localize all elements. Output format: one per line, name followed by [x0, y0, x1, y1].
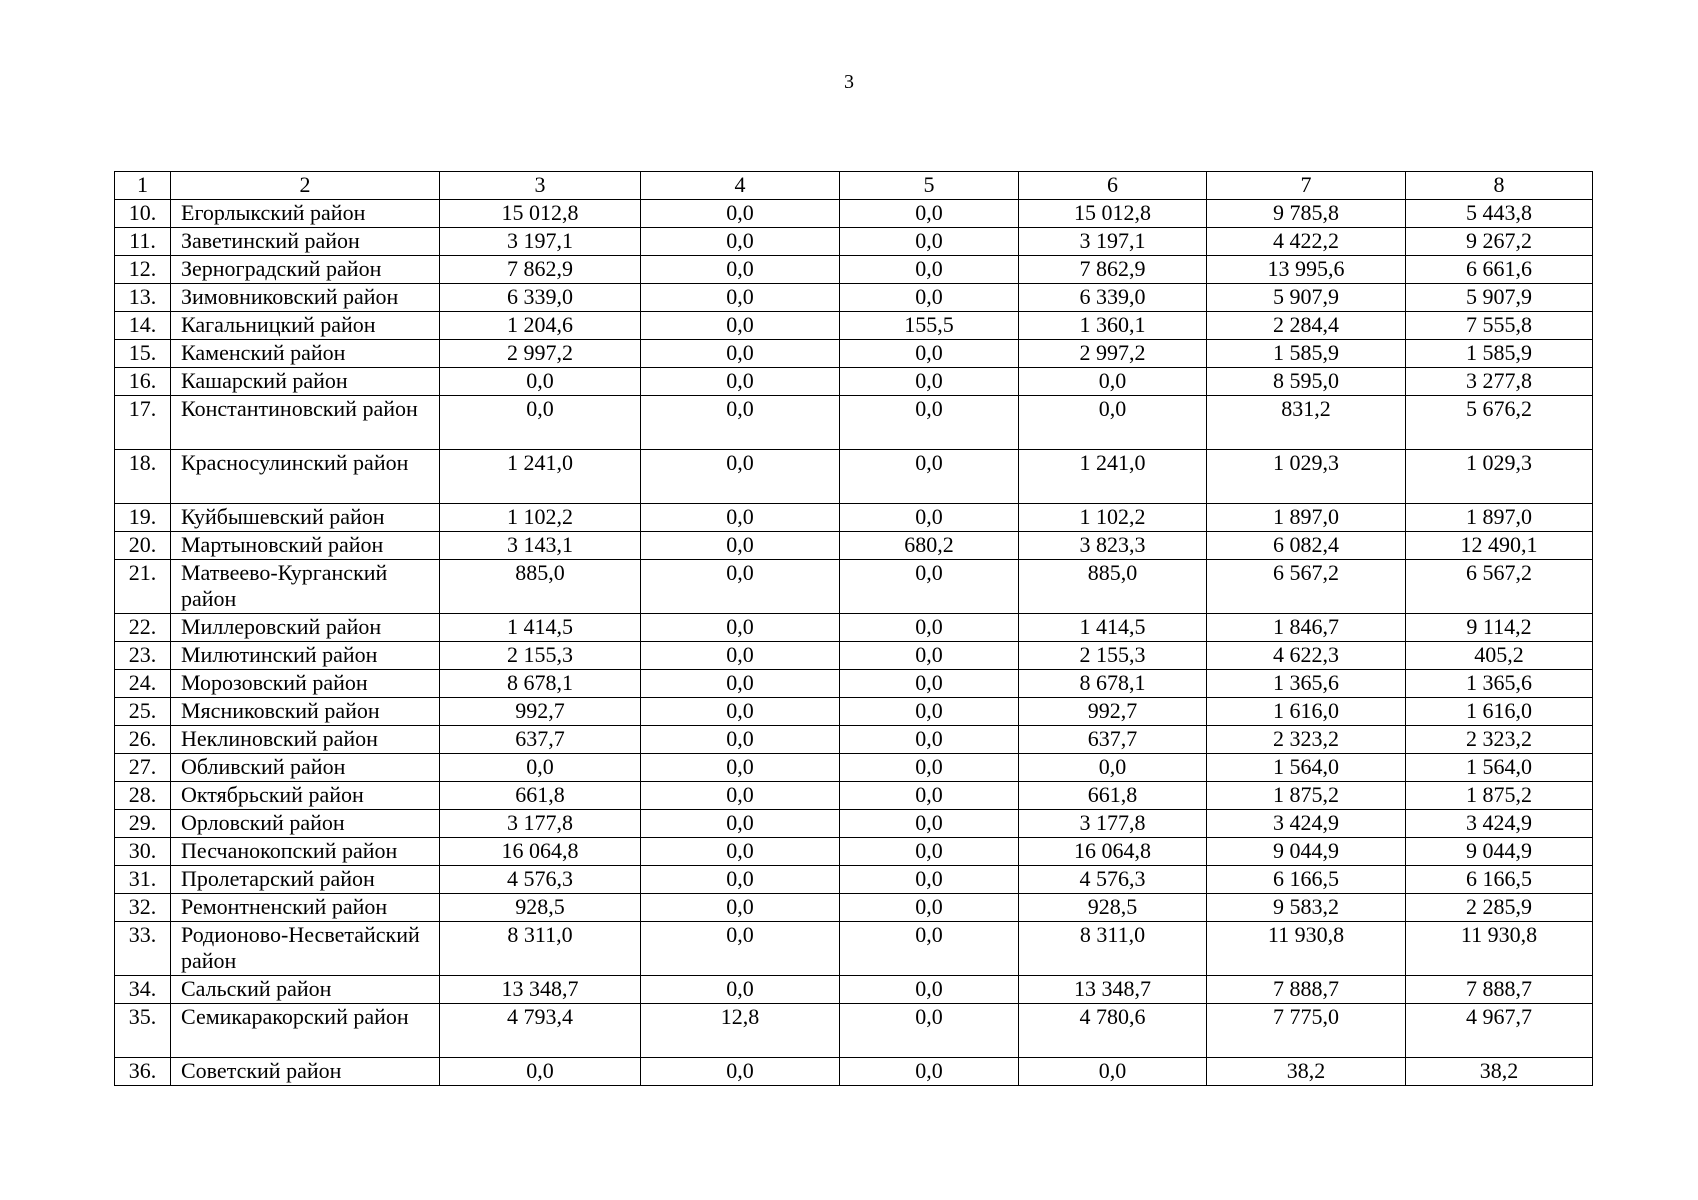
value-cell-col3: 7 862,9 — [440, 256, 641, 284]
value-cell-col5: 0,0 — [840, 450, 1019, 504]
value-cell-col8: 11 930,8 — [1406, 922, 1593, 976]
row-number-cell: 33. — [115, 922, 171, 976]
row-number-cell: 27. — [115, 754, 171, 782]
value-cell-col6: 8 311,0 — [1019, 922, 1207, 976]
value-cell-col4: 0,0 — [641, 560, 840, 614]
value-cell-col4: 0,0 — [641, 754, 840, 782]
table-row — [115, 614, 1593, 642]
row-number-cell: 26. — [115, 726, 171, 754]
value-cell-col7: 7 775,0 — [1207, 1004, 1406, 1058]
value-cell-col3: 0,0 — [440, 368, 641, 396]
value-cell-col7: 2 284,4 — [1207, 312, 1406, 340]
value-cell-col3: 661,8 — [440, 782, 641, 810]
table-row — [115, 754, 1593, 782]
table-row — [115, 228, 1593, 256]
value-cell-col3: 2 997,2 — [440, 340, 641, 368]
header-cell: 6 — [1019, 172, 1207, 200]
value-cell-col8: 1 897,0 — [1406, 504, 1593, 532]
table-row — [115, 642, 1593, 670]
row-number-cell: 14. — [115, 312, 171, 340]
value-cell-col8: 12 490,1 — [1406, 532, 1593, 560]
value-cell-col8: 9 044,9 — [1406, 838, 1593, 866]
table-row — [115, 810, 1593, 838]
value-cell-col7: 1 846,7 — [1207, 614, 1406, 642]
value-cell-col5: 0,0 — [840, 754, 1019, 782]
value-cell-col5: 0,0 — [840, 838, 1019, 866]
value-cell-col3: 4 576,3 — [440, 866, 641, 894]
value-cell-col5: 0,0 — [840, 560, 1019, 614]
value-cell-col6: 2 997,2 — [1019, 340, 1207, 368]
value-cell-col8: 1 616,0 — [1406, 698, 1593, 726]
value-cell-col7: 38,2 — [1207, 1058, 1406, 1086]
table-row — [115, 368, 1593, 396]
value-cell-col4: 0,0 — [641, 838, 840, 866]
table-row — [115, 838, 1593, 866]
value-cell-col7: 2 323,2 — [1207, 726, 1406, 754]
value-cell-col8: 1 585,9 — [1406, 340, 1593, 368]
value-cell-col4: 0,0 — [641, 450, 840, 504]
row-number-cell: 18. — [115, 450, 171, 504]
value-cell-col8: 6 661,6 — [1406, 256, 1593, 284]
header-cell: 7 — [1207, 172, 1406, 200]
value-cell-col5: 0,0 — [840, 1058, 1019, 1086]
value-cell-col3: 1 204,6 — [440, 312, 641, 340]
value-cell-col4: 0,0 — [641, 532, 840, 560]
row-number-cell: 17. — [115, 396, 171, 450]
district-name-cell: Красносулинский район — [171, 450, 440, 504]
value-cell-col8: 1 564,0 — [1406, 754, 1593, 782]
value-cell-col4: 0,0 — [641, 894, 840, 922]
row-number-cell: 13. — [115, 284, 171, 312]
value-cell-col5: 0,0 — [840, 368, 1019, 396]
district-name-cell: Октябрьский район — [171, 782, 440, 810]
value-cell-col6: 3 823,3 — [1019, 532, 1207, 560]
value-cell-col5: 680,2 — [840, 532, 1019, 560]
value-cell-col7: 9 583,2 — [1207, 894, 1406, 922]
row-number-cell: 20. — [115, 532, 171, 560]
district-name-cell: Сальский район — [171, 976, 440, 1004]
table-row — [115, 670, 1593, 698]
table-row — [115, 1004, 1593, 1058]
value-cell-col4: 0,0 — [641, 312, 840, 340]
value-cell-col8: 5 443,8 — [1406, 200, 1593, 228]
page-number: 3 — [844, 71, 854, 93]
value-cell-col5: 0,0 — [840, 614, 1019, 642]
value-cell-col5: 155,5 — [840, 312, 1019, 340]
data-table — [114, 171, 1593, 1086]
value-cell-col5: 0,0 — [840, 726, 1019, 754]
table-row — [115, 976, 1593, 1004]
district-name-cell: Зимовниковский район — [171, 284, 440, 312]
value-cell-col4: 0,0 — [641, 284, 840, 312]
value-cell-col8: 4 967,7 — [1406, 1004, 1593, 1058]
district-name-cell: Мартыновский район — [171, 532, 440, 560]
row-number-cell: 21. — [115, 560, 171, 614]
value-cell-col4: 0,0 — [641, 726, 840, 754]
row-number-cell: 30. — [115, 838, 171, 866]
value-cell-col8: 5 907,9 — [1406, 284, 1593, 312]
value-cell-col3: 992,7 — [440, 698, 641, 726]
value-cell-col8: 1 029,3 — [1406, 450, 1593, 504]
value-cell-col8: 3 277,8 — [1406, 368, 1593, 396]
value-cell-col3: 637,7 — [440, 726, 641, 754]
row-number-cell: 22. — [115, 614, 171, 642]
table-row — [115, 504, 1593, 532]
value-cell-col7: 7 888,7 — [1207, 976, 1406, 1004]
value-cell-col4: 0,0 — [641, 922, 840, 976]
value-cell-col3: 13 348,7 — [440, 976, 641, 1004]
value-cell-col6: 7 862,9 — [1019, 256, 1207, 284]
district-name-cell: Заветинский район — [171, 228, 440, 256]
district-name-cell: Песчанокопский район — [171, 838, 440, 866]
value-cell-col8: 9 267,2 — [1406, 228, 1593, 256]
value-cell-col5: 0,0 — [840, 396, 1019, 450]
value-cell-col6: 0,0 — [1019, 754, 1207, 782]
value-cell-col3: 3 143,1 — [440, 532, 641, 560]
table-row — [115, 782, 1593, 810]
row-number-cell: 15. — [115, 340, 171, 368]
value-cell-col4: 0,0 — [641, 866, 840, 894]
value-cell-col4: 0,0 — [641, 698, 840, 726]
value-cell-col8: 3 424,9 — [1406, 810, 1593, 838]
value-cell-col3: 8 678,1 — [440, 670, 641, 698]
value-cell-col6: 3 197,1 — [1019, 228, 1207, 256]
value-cell-col6: 661,8 — [1019, 782, 1207, 810]
value-cell-col4: 0,0 — [641, 228, 840, 256]
value-cell-col4: 0,0 — [641, 782, 840, 810]
value-cell-col4: 0,0 — [641, 976, 840, 1004]
value-cell-col6: 0,0 — [1019, 1058, 1207, 1086]
value-cell-col4: 12,8 — [641, 1004, 840, 1058]
district-name-cell: Зерноградский район — [171, 256, 440, 284]
table-row — [115, 866, 1593, 894]
district-name-cell: Миллеровский район — [171, 614, 440, 642]
table-row — [115, 396, 1593, 450]
value-cell-col7: 11 930,8 — [1207, 922, 1406, 976]
value-cell-col8: 7 888,7 — [1406, 976, 1593, 1004]
value-cell-col7: 8 595,0 — [1207, 368, 1406, 396]
value-cell-col5: 0,0 — [840, 698, 1019, 726]
value-cell-col8: 405,2 — [1406, 642, 1593, 670]
value-cell-col7: 6 082,4 — [1207, 532, 1406, 560]
value-cell-col6: 6 339,0 — [1019, 284, 1207, 312]
value-cell-col7: 1 564,0 — [1207, 754, 1406, 782]
value-cell-col3: 1 241,0 — [440, 450, 641, 504]
value-cell-col6: 928,5 — [1019, 894, 1207, 922]
value-cell-col8: 2 323,2 — [1406, 726, 1593, 754]
row-number-cell: 12. — [115, 256, 171, 284]
value-cell-col7: 1 616,0 — [1207, 698, 1406, 726]
header-cell: 3 — [440, 172, 641, 200]
table-row — [115, 894, 1593, 922]
value-cell-col5: 0,0 — [840, 894, 1019, 922]
value-cell-col6: 13 348,7 — [1019, 976, 1207, 1004]
value-cell-col6: 637,7 — [1019, 726, 1207, 754]
row-number-cell: 35. — [115, 1004, 171, 1058]
value-cell-col3: 8 311,0 — [440, 922, 641, 976]
value-cell-col5: 0,0 — [840, 782, 1019, 810]
value-cell-col7: 1 897,0 — [1207, 504, 1406, 532]
value-cell-col4: 0,0 — [641, 256, 840, 284]
row-number-cell: 11. — [115, 228, 171, 256]
table-row — [115, 532, 1593, 560]
value-cell-col6: 0,0 — [1019, 396, 1207, 450]
value-cell-col7: 4 422,2 — [1207, 228, 1406, 256]
value-cell-col6: 1 102,2 — [1019, 504, 1207, 532]
value-cell-col7: 6 567,2 — [1207, 560, 1406, 614]
value-cell-col5: 0,0 — [840, 810, 1019, 838]
district-name-cell: Морозовский район — [171, 670, 440, 698]
value-cell-col8: 6 567,2 — [1406, 560, 1593, 614]
value-cell-col8: 1 365,6 — [1406, 670, 1593, 698]
table-row — [115, 726, 1593, 754]
table-header-row — [115, 172, 1593, 200]
value-cell-col4: 0,0 — [641, 368, 840, 396]
header-cell: 4 — [641, 172, 840, 200]
value-cell-col7: 3 424,9 — [1207, 810, 1406, 838]
district-name-cell: Кашарский район — [171, 368, 440, 396]
value-cell-col3: 885,0 — [440, 560, 641, 614]
district-name-cell: Мясниковский район — [171, 698, 440, 726]
row-number-cell: 16. — [115, 368, 171, 396]
value-cell-col6: 2 155,3 — [1019, 642, 1207, 670]
value-cell-col5: 0,0 — [840, 642, 1019, 670]
district-name-cell: Ремонтненский район — [171, 894, 440, 922]
value-cell-col4: 0,0 — [641, 810, 840, 838]
row-number-cell: 28. — [115, 782, 171, 810]
table-row — [115, 256, 1593, 284]
value-cell-col6: 1 241,0 — [1019, 450, 1207, 504]
row-number-cell: 34. — [115, 976, 171, 1004]
value-cell-col3: 0,0 — [440, 396, 641, 450]
value-cell-col3: 15 012,8 — [440, 200, 641, 228]
value-cell-col8: 6 166,5 — [1406, 866, 1593, 894]
district-name-cell: Милютинский район — [171, 642, 440, 670]
row-number-cell: 24. — [115, 670, 171, 698]
value-cell-col6: 16 064,8 — [1019, 838, 1207, 866]
header-cell: 2 — [171, 172, 440, 200]
value-cell-col3: 0,0 — [440, 754, 641, 782]
row-number-cell: 29. — [115, 810, 171, 838]
value-cell-col5: 0,0 — [840, 200, 1019, 228]
value-cell-col7: 1 875,2 — [1207, 782, 1406, 810]
value-cell-col4: 0,0 — [641, 670, 840, 698]
header-cell: 8 — [1406, 172, 1593, 200]
value-cell-col5: 0,0 — [840, 284, 1019, 312]
value-cell-col8: 2 285,9 — [1406, 894, 1593, 922]
district-name-cell: Родионово-Несветайский район — [171, 922, 440, 976]
value-cell-col5: 0,0 — [840, 504, 1019, 532]
table-row — [115, 312, 1593, 340]
value-cell-col7: 9 785,8 — [1207, 200, 1406, 228]
value-cell-col7: 13 995,6 — [1207, 256, 1406, 284]
value-cell-col7: 1 029,3 — [1207, 450, 1406, 504]
value-cell-col7: 1 585,9 — [1207, 340, 1406, 368]
value-cell-col7: 9 044,9 — [1207, 838, 1406, 866]
value-cell-col7: 5 907,9 — [1207, 284, 1406, 312]
district-name-cell: Орловский район — [171, 810, 440, 838]
value-cell-col6: 885,0 — [1019, 560, 1207, 614]
value-cell-col8: 9 114,2 — [1406, 614, 1593, 642]
district-name-cell: Матвеево-Курганский район — [171, 560, 440, 614]
value-cell-col5: 0,0 — [840, 228, 1019, 256]
row-number-cell: 25. — [115, 698, 171, 726]
value-cell-col3: 2 155,3 — [440, 642, 641, 670]
table-row — [115, 200, 1593, 228]
value-cell-col8: 7 555,8 — [1406, 312, 1593, 340]
value-cell-col4: 0,0 — [641, 340, 840, 368]
district-name-cell: Семикаракорский район — [171, 1004, 440, 1058]
value-cell-col8: 38,2 — [1406, 1058, 1593, 1086]
value-cell-col5: 0,0 — [840, 256, 1019, 284]
value-cell-col4: 0,0 — [641, 200, 840, 228]
value-cell-col5: 0,0 — [840, 976, 1019, 1004]
value-cell-col5: 0,0 — [840, 922, 1019, 976]
value-cell-col6: 4 780,6 — [1019, 1004, 1207, 1058]
table-body — [115, 172, 1593, 1086]
district-name-cell: Константиновский район — [171, 396, 440, 450]
district-name-cell: Егорлыкский район — [171, 200, 440, 228]
value-cell-col7: 831,2 — [1207, 396, 1406, 450]
value-cell-col4: 0,0 — [641, 396, 840, 450]
value-cell-col6: 3 177,8 — [1019, 810, 1207, 838]
value-cell-col7: 1 365,6 — [1207, 670, 1406, 698]
value-cell-col3: 928,5 — [440, 894, 641, 922]
header-cell: 1 — [115, 172, 171, 200]
district-name-cell: Обливский район — [171, 754, 440, 782]
value-cell-col4: 0,0 — [641, 504, 840, 532]
row-number-cell: 10. — [115, 200, 171, 228]
table-row — [115, 284, 1593, 312]
table-row — [115, 922, 1593, 976]
value-cell-col3: 6 339,0 — [440, 284, 641, 312]
row-number-cell: 32. — [115, 894, 171, 922]
row-number-cell: 36. — [115, 1058, 171, 1086]
value-cell-col5: 0,0 — [840, 1004, 1019, 1058]
table-row — [115, 450, 1593, 504]
value-cell-col6: 15 012,8 — [1019, 200, 1207, 228]
value-cell-col6: 1 414,5 — [1019, 614, 1207, 642]
value-cell-col3: 1 102,2 — [440, 504, 641, 532]
value-cell-col4: 0,0 — [641, 1058, 840, 1086]
value-cell-col3: 16 064,8 — [440, 838, 641, 866]
district-name-cell: Кагальницкий район — [171, 312, 440, 340]
table-row — [115, 340, 1593, 368]
value-cell-col7: 4 622,3 — [1207, 642, 1406, 670]
table-row — [115, 1058, 1593, 1086]
value-cell-col6: 0,0 — [1019, 368, 1207, 396]
value-cell-col6: 8 678,1 — [1019, 670, 1207, 698]
district-name-cell: Советский район — [171, 1058, 440, 1086]
value-cell-col5: 0,0 — [840, 340, 1019, 368]
row-number-cell: 19. — [115, 504, 171, 532]
value-cell-col4: 0,0 — [641, 614, 840, 642]
value-cell-col4: 0,0 — [641, 642, 840, 670]
district-name-cell: Неклиновский район — [171, 726, 440, 754]
value-cell-col3: 3 177,8 — [440, 810, 641, 838]
value-cell-col8: 1 875,2 — [1406, 782, 1593, 810]
value-cell-col5: 0,0 — [840, 670, 1019, 698]
value-cell-col7: 6 166,5 — [1207, 866, 1406, 894]
value-cell-col5: 0,0 — [840, 866, 1019, 894]
value-cell-col3: 3 197,1 — [440, 228, 641, 256]
district-name-cell: Куйбышевский район — [171, 504, 440, 532]
header-cell: 5 — [840, 172, 1019, 200]
district-name-cell: Пролетарский район — [171, 866, 440, 894]
row-number-cell: 31. — [115, 866, 171, 894]
value-cell-col6: 1 360,1 — [1019, 312, 1207, 340]
value-cell-col3: 4 793,4 — [440, 1004, 641, 1058]
value-cell-col6: 4 576,3 — [1019, 866, 1207, 894]
value-cell-col6: 992,7 — [1019, 698, 1207, 726]
value-cell-col8: 5 676,2 — [1406, 396, 1593, 450]
table-row — [115, 698, 1593, 726]
value-cell-col3: 1 414,5 — [440, 614, 641, 642]
table-row — [115, 560, 1593, 614]
value-cell-col3: 0,0 — [440, 1058, 641, 1086]
row-number-cell: 23. — [115, 642, 171, 670]
district-name-cell: Каменский район — [171, 340, 440, 368]
